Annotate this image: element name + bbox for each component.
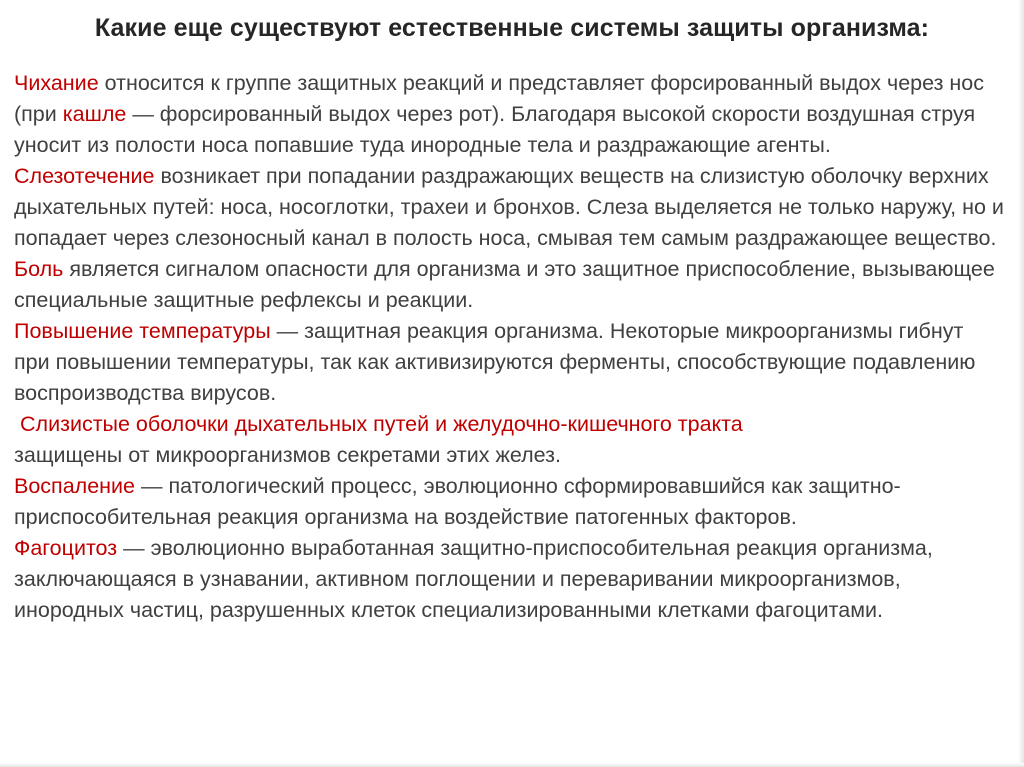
paragraph-text: является сигналом опасности для организма и это защитное приспособление, вызывающее специальные защитные рефлексы и реакции. [14,257,995,312]
paragraph-mucous-membranes [14,409,1004,440]
term-cough: кашле [62,102,127,126]
paragraph-text: — форсированный выдох через рот). Благодаря высокой скорости воздушная струя уносит из полости носа попавшие туда инородные тела и раздражающие агенты. [14,102,976,157]
paragraph-sneezing [14,68,1004,161]
paragraph-mucous-membranes-text [14,440,1004,471]
term-pain: Боль [14,257,64,281]
slide-bottom-shadow [0,763,1024,767]
paragraph-pain [14,254,1004,316]
paragraph-text: — эволюционно выработанная защитно-приспособительная реакция организма, заключающаяся в узнавании, активном поглощении и переваривании микроорганизмов, инородных частиц, разрушенных клеток специализированными клетками фагоцитами. [14,536,933,622]
paragraph-text: относится к группе защитных реакций и представляет форсированный выдох через нос (при [14,71,984,126]
paragraph-text: — защитная реакция организма. Некоторые микроорганизмы гибнут при повышении температуры, так как активизируются ферменты, способствующие подавлению воспроизводства вирусов. [14,319,976,405]
paragraph-fever [14,316,1004,409]
paragraph-inflammation [14,471,1004,533]
paragraph-text: защищены от микроорганизмов секретами этих желез. [14,443,561,467]
slide-title: Какие еще существуют естественные системы защиты организма: [94,14,930,42]
slide-edge-shadow [1018,0,1024,767]
term-inflammation: Воспаление [14,474,135,498]
term-sneezing: Чихание [14,71,99,95]
paragraph-lacrimation [14,161,1004,254]
paragraph-phagocytosis [14,533,1004,626]
term-fever: Повышение температуры [14,319,271,343]
paragraph-text: возникает при попадании раздражающих веществ на слизистую оболочку верхних дыхательных путей: носа, носоглотки, трахеи и бронхов. Слеза выделяется не только наружу, но и попадает через слезоносный канал в полость носа, смывая тем самым раздражающее вещество. [14,164,1004,250]
slide-body [14,68,1004,626]
term-mucous-membranes: Слизистые оболочки дыхательных путей и желудочно-кишечного тракта [20,412,743,436]
term-lacrimation: Слезотечение [14,164,155,188]
term-phagocytosis: Фагоцитоз [14,536,118,560]
paragraph-text: — патологический процесс, эволюционно сформировавшийся как защитно-приспособительная реакция организма на воздействие патогенных факторов. [14,474,901,529]
